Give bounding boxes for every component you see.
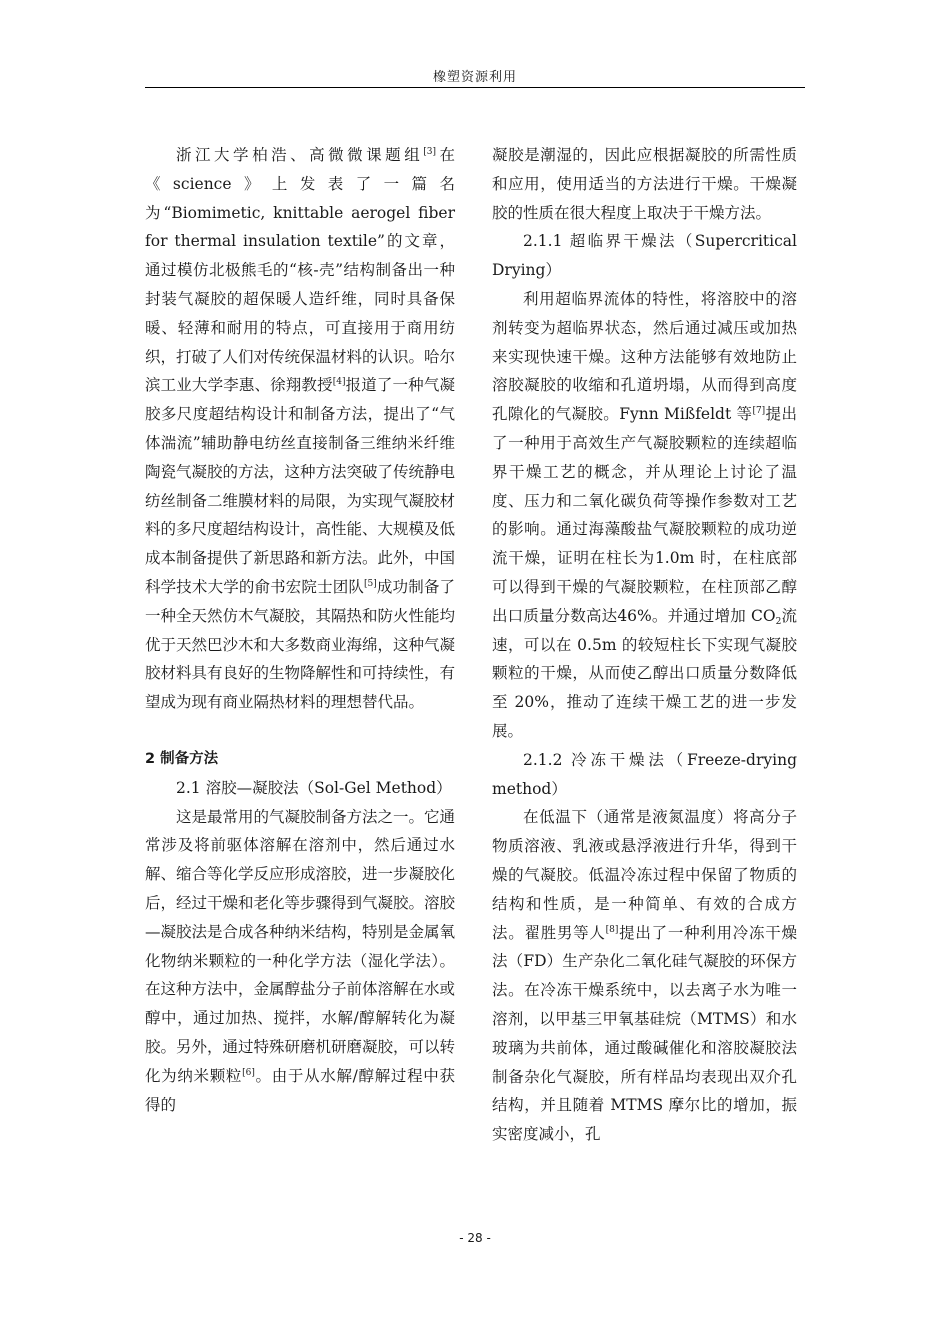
section-2-1-1-heading: 2.1.1 超临界干燥法（Supercritical Drying）: [492, 232, 797, 280]
supercritical-paragraph: 利用超临界流体的特性，将溶胶中的溶剂转变为超临界状态，然后通过减压或加热来实现快速干燥。这种方法能够有效地防止溶胶凝胶的收缩和孔道坍塌，从而得到高度孔隙化的气凝胶。Fynn Mißfeldt 等[7]提出了一种用于高效生产气凝胶颗粒的连续超临界干燥工艺的概念，并从理论上讨论了温度、压力和二氧化碳负荷等操作参数对工艺的影响。通过海藻酸盐气凝胶颗粒的成功逆流干燥，证明在柱长为1.0m 时，在柱底部可以得到干燥的气凝胶颗粒，在柱顶部乙醇出口质量分数高达46%。并通过增加 $CO_2$流速，可以在 0.5m 的较短柱长下实现气凝胶颗粒的干燥，从而使乙醇出口质量分数降低至 20%，推动了连续干燥工艺的进一步发展。: [492, 289, 797, 740]
citation-4[interactable]: [4]: [332, 377, 346, 388]
citation-5[interactable]: [5]: [364, 578, 377, 589]
drying-paragraph: 凝胶是潮湿的，因此应根据凝胶的所需性质和应用，使用适当的方法进行干燥。干燥凝胶的性质在很大程度上取决于干燥方法。: [492, 146, 797, 222]
page-number: - 28 -: [459, 1231, 491, 1245]
citation-8[interactable]: [8]: [605, 924, 619, 935]
right-column: [492, 141, 797, 1149]
citation-6[interactable]: [6]: [242, 1067, 255, 1078]
header-rule: [145, 87, 805, 88]
intro-paragraph: 浙江大学柏浩、高微微课题组[3]在《science》上发表了一篇名为“Biomimetic, knittable aerogel fiber for thermal insulation textile”的文章，通过模仿北极熊毛的“核-壳”结构制备出一种封装气凝胶的超保暖人造纤维，同时具备保暖、轻薄和耐用的特点，可直接用于商用纺织，打破了人们对传统保温材料的认识。哈尔滨工业大学李惠、徐翔教授[4]报道了一种气凝胶多尺度超结构设计和制备方法，提出了“气体湍流”辅助静电纺丝直接制备三维纳米纤维陶瓷气凝胶的方法，这种方法突破了传统静电纺丝制备二维膜材料的局限，为实现气凝胶材料的多尺度超结构设计，高性能、大规模及低成本制备提供了新思路和新方法。此外，中国科学技术大学的俞书宏院士团队[5]成功制备了一种全天然仿木气凝胶，其隔热和防火性能均优于天然巴沙木和大多数商业海绵，这种气凝胶材料具有良好的生物降解性和可持续性，有望成为现有商业隔热材料的理想替代品。: [145, 146, 456, 712]
citation-7[interactable]: [7]: [752, 406, 766, 417]
section-2-1-2-heading: 2.1.2 冷冻干燥法（Freeze-drying method）: [492, 750, 797, 798]
co2-subscript: 2: [775, 616, 782, 627]
left-column: [145, 141, 455, 1119]
freeze-drying-paragraph: 在低温下（通常是液氮温度）将高分子物质溶液、乳液或悬浮液进行升华，得到干燥的气凝胶。低温冷冻过程中保留了物质的结构和性质，是一种简单、有效的合成方法。翟胜男等人[8]提出了一种利用冷冻干燥法（FD）生产杂化二氧化硅气凝胶的环保方法。在冷冻干燥系统中，以去离子水为唯一溶剂，以甲基三甲氧基硅烷（MTMS）和水玻璃为共前体，通过酸碱催化和溶胶凝胶法制备杂化气凝胶，所有样品均表现出双介孔结构，并且随着 MTMS 摩尔比的增加，振实密度减小，孔: [492, 808, 797, 1144]
journal-header: 橡塑资源利用: [432, 70, 517, 85]
citation-3[interactable]: [3]: [423, 147, 436, 157]
section-2-1-heading: 2.1 溶胶—凝胶法（Sol-Gel Method）: [176, 778, 452, 797]
sol-gel-paragraph: 这是最常用的气凝胶制备方法之一。它通常涉及将前驱体溶解在溶剂中，然后通过水解、缩合等化学反应形成溶胶，进一步凝胶化后，经过干燥和老化等步骤得到气凝胶。溶胶—凝胶法是合成各种纳米结构，特别是金属氧化物纳米颗粒的一种化学方法（湿化学法）。在这种方法中，金属醇盐分子前体溶解在水或醇中，通过加热、搅拌，水解/醇解转化为凝胶。另外，通过特殊研磨机研磨凝胶，可以转化为纳米颗粒[6]。由于从水解/醇解过程中获得的: [145, 807, 456, 1114]
section-2-heading: 2 制备方法: [145, 750, 219, 767]
